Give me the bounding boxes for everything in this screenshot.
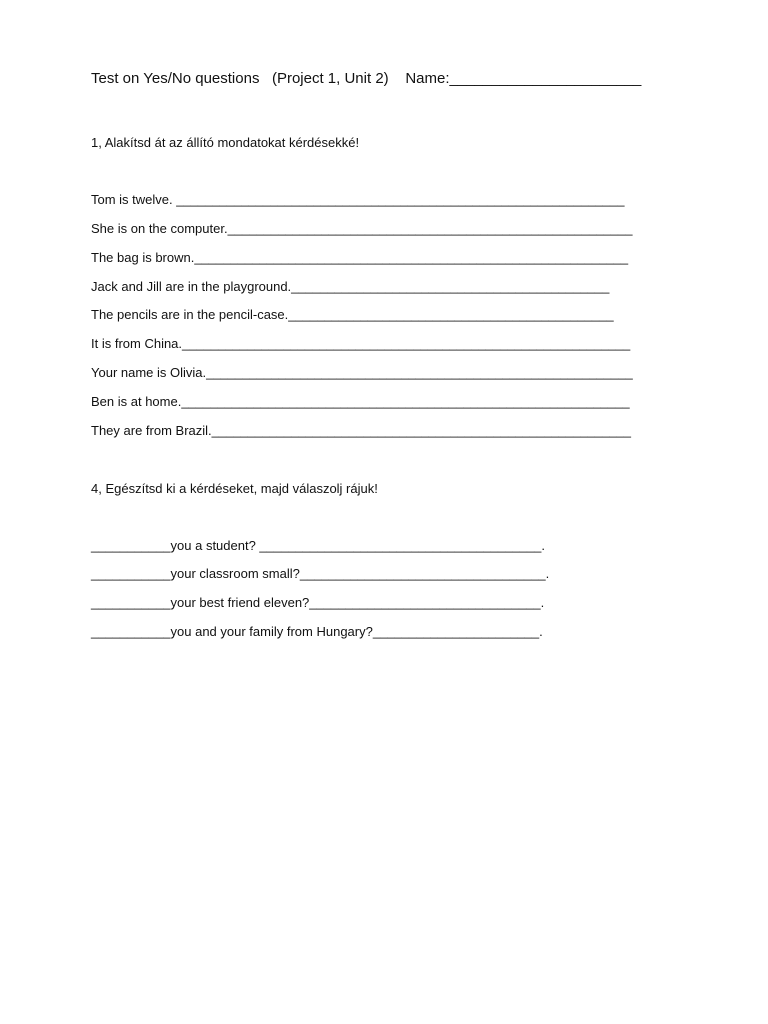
section-1-item: Your name is Olivia.___________________________________________________________ — [91, 365, 633, 380]
section-4-item: ___________you a student? _______________________________________. — [91, 538, 546, 553]
section-1-item: It is from China.______________________________________________________________ — [91, 336, 631, 351]
section-1-instruction: 1, Alakítsd át az állító mondatokat kérdésekké! — [91, 135, 360, 150]
section-1-item: Jack and Jill are in the playground.____________________________________________ — [91, 279, 610, 294]
page-title: Test on Yes/No questions (Project 1, Unit 2) Name:_______________________ — [91, 70, 642, 87]
section-4-instruction: 4, Egészítsd ki a kérdéseket, majd válaszolj rájuk! — [91, 481, 378, 496]
section-4-item: ___________your classroom small?__________________________________. — [91, 566, 550, 581]
section-1-item: Ben is at home.______________________________________________________________ — [91, 394, 630, 409]
section-1-item: The bag is brown.____________________________________________________________ — [91, 250, 629, 265]
section-1-item: The pencils are in the pencil-case._____________________________________________ — [91, 307, 614, 322]
section-4-item: ___________your best friend eleven?________________________________. — [91, 595, 545, 610]
section-1-item: She is on the computer.________________________________________________________ — [91, 221, 633, 236]
section-1-item: They are from Brazil.__________________________________________________________ — [91, 423, 631, 438]
section-4-item: ___________you and your family from Hungary?_______________________. — [91, 624, 543, 639]
section-1-item: Tom is twelve. ______________________________________________________________ — [91, 192, 625, 207]
